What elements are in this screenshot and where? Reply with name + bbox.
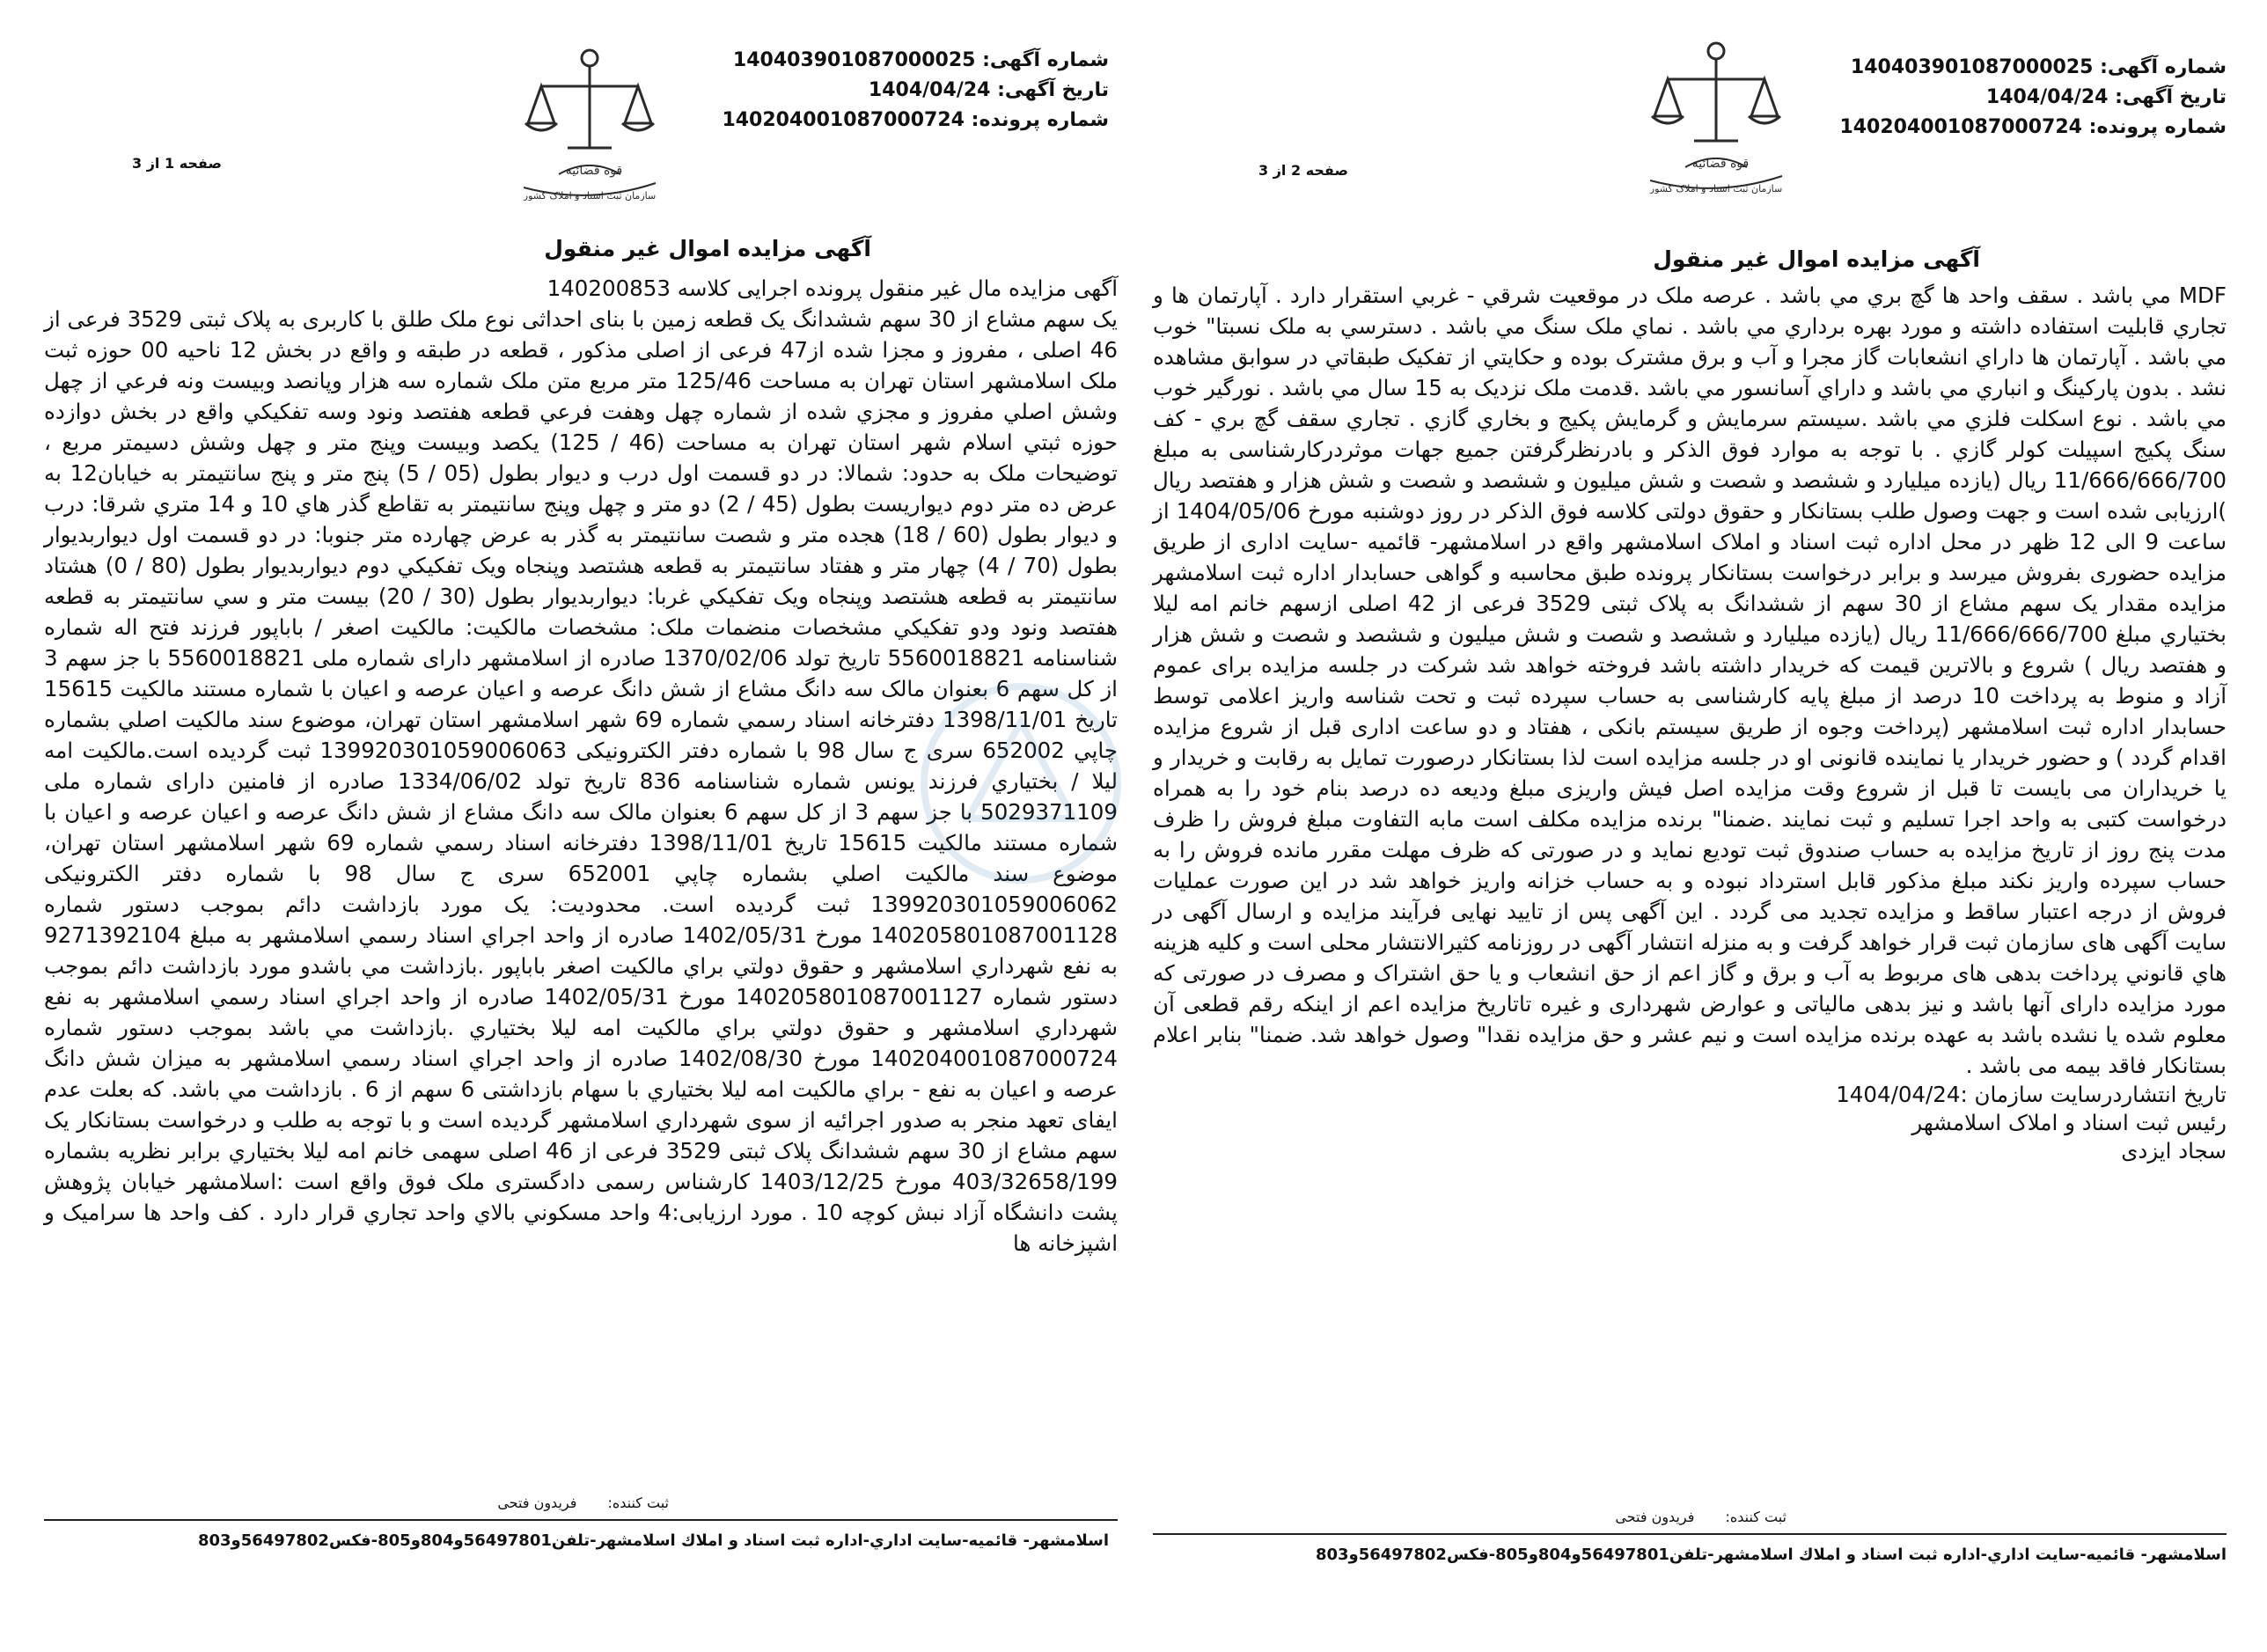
footer-divider: [44, 1519, 1118, 1521]
registrar-name: فریدون فتحی: [497, 1494, 577, 1511]
page-title: آگهی مزایده اموال غیر منقول: [544, 236, 871, 261]
registrar-name: فریدون فتحی: [1615, 1509, 1695, 1525]
footer-address: اسلامشهر- قائمیه-سایت اداري-اداره ثبت اسناد و املاك اسلامشهر-تلفن56497801و804و805-فکس56497802و803: [197, 1531, 1109, 1550]
ad-number-label: شماره آگهی:: [2100, 56, 2227, 78]
signoff: [1153, 1081, 2227, 1165]
registrar: [497, 1494, 669, 1511]
emblem-org-text: سازمان ثبت اسناد و املاک کشور: [1649, 183, 1783, 194]
judiciary-emblem-icon: [506, 42, 673, 201]
ad-date-label: تاریخ آگهی:: [997, 79, 1109, 101]
ad-meta: [1839, 53, 2227, 143]
ad-meta: [722, 46, 1109, 136]
watermark-logo-icon: [906, 669, 1135, 898]
footer-address: اسلامشهر- قائمیه-سایت اداري-اداره ثبت اسناد و املاك اسلامشهر-تلفن56497801و804و805-فکس56497802و803: [1315, 1546, 2227, 1564]
ad-date: 1404/04/24: [868, 79, 991, 101]
ad-date-label: تاریخ آگهی:: [2115, 86, 2227, 108]
case-number: 140204001087000724: [722, 109, 965, 131]
ad-heading-line: آگهی مزایده مال غیر منقول پرونده اجرایی کلاسه 140200853: [547, 275, 1118, 301]
registrar: [1615, 1509, 1786, 1525]
page-2: [1144, 0, 2244, 1652]
ad-number: 140403901087000025: [1850, 56, 2094, 78]
emblem-org-text: سازمان ثبت اسناد و املاک کشور: [523, 190, 657, 201]
case-number-label: شماره پرونده:: [971, 109, 1109, 131]
registrar-label: ثبت کننده:: [607, 1494, 669, 1511]
case-number: 140204001087000724: [1839, 116, 2082, 138]
publish-date-line: تاریخ انتشاردرسایت سازمان :1404/04/24: [1836, 1082, 2227, 1107]
ad-number: 140403901087000025: [732, 49, 976, 71]
signer-title: رئیس ثبت اسناد و املاک اسلامشهر: [1911, 1110, 2227, 1135]
ad-number-label: شماره آگهی:: [982, 49, 1109, 71]
ad-paragraph: یک سهم مشاع از 30 سهم ششدانگ یک قطعه زمین با بنای احداثی نوع ملک طلق با کاربری به پلاک ثبتی 3529 فرعی از 46 اصلی ، مفروز و مجزا شده از47 فرعی از اصلی مذکور ، قطعه در طبقه و واقع در بخش 12 ناحیه 00 حوزه ثبت ملک اسلامشهر استان تهران به مساحت 125/46 متر مربع متن ملک شماره سه هزار وپانصد وبیست ونه فرعي از چهل وشش اصلي مفروز و مجزي شده از شماره چهل وهفت فرعي قطعه هفتصد ونود وسه تفکیکي واقع در بخش دوازده حوزه ثبتي اسلام شهر استان تهران به مساحت (46 / 125) یکصد وبیست وپنج متر و چهل وشش دسیمتر مربع ، توضیحات ملک به حدود: شمالا: در دو قسمت اول درب و دیوار بطول (05 / 5) پنج متر و پنج سانتیمتر به خیابان12 به عرض ده متر دوم دیواریست بطول (45 / 2) دو متر و چهل وپنج سانتیمتر به تقاطع گذر هاي 10 و 14 متري شرقا: درب و دیوار بطول (60 / 18) هجده متر و شصت سانتیمتر به گذر به عرض چهارده متر جنوبا: در دو قسمت اول دیواربدیوار بطول (70 / 4) چهار متر و هفتاد سانتیمتر به قطعه هشتصد وپنجاه ویک تفکیکي دوم دیواربدیوار بطول (80 / 0) هشتاد سانتیمتر به قطعه هشتصد وپنجاه ویک تفکیکي غربا: دیواربدیوار بطول (30 / 20) بیست متر و سي سانتیمتر به قطعه هفتصد ونود ودو تفکیکي مشخصات منضمات ملک: مشخصات مالکیت: مالکیت اصغر / باباپور فرزند فتح اله شماره شناسنامه 5560018821 تاریخ تولد 1370/02/06 صادره از اسلامشهر دارای شماره ملی 5560018821 با جز سهم 3 از کل سهم 6 بعنوان مالک سه دانگ مشاع از شش دانگ عرصه و اعیان عرصه و اعیان با شماره مستند مالکیت 15615 تاریخ 1398/11/01 دفترخانه اسناد رسمي شماره 69 شهر اسلامشهر استان تهران، موضوع سند مالکیت اصلي بشماره چاپي 652002 سری ج سال 98 با شماره دفتر الکترونیکی 139920301059006063 ثبت گردیده است.مالکیت امه لیلا / بختیاري فرزند یونس شماره شناسنامه 836 تاریخ تولد 1334/06/02 صادره از فامنین دارای شماره ملی 5029371109 با جز سهم 3 از کل سهم 6 بعنوان مالک سه دانگ مشاع از شش دانگ عرصه و اعیان عرصه و اعیان با شماره مستند مالکیت 15615 تاریخ 1398/11/01 دفترخانه اسناد رسمي شماره 69 شهر اسلامشهر استان تهران، موضوع سند مالکیت اصلي بشماره چاپي 652001 سری ج سال 98 با شماره دفتر الکترونیکی 139920301059006062 ثبت گردیده است. محدودیت: یک مورد بازداشت دائم بموجب دستور شماره 140205801087001128 مورخ 1402/05/31 صادره از واحد اجراي اسناد رسمي اسلامشهر به مبلغ 9271392104 به نفع شهرداري اسلامشهر و حقوق دولتي براي مالکیت اصغر باباپور .بازداشت مي باشدو مورد بازداشت دائم بموجب دستور شماره 140205801087001127 مورخ 1402/05/31 صادره از واحد اجراي اسناد رسمي اسلامشهر به نفع شهرداري اسلامشهر و حقوق دولتي براي مالکیت امه لیلا بختیاري .بازداشت مي باشد بموجب دستور شماره 140204001087000724 مورخ 1402/08/30 صادره از واحد اجراي اسناد رسمي اسلامشهر به میزان شش دانگ عرصه و اعیان به نفع - براي مالکیت امه لیلا بختیاري با سهام بازداشتی 6 سهم از 6 . بازداشت مي باشد. که بعلت عدم ایفای تعهد منجر به صدور اجرائیه از سوی شهرداري اسلامشهر گردیده است و با توجه به طلب و درخواست بستانکار یک سهم مشاع از 30 سهم ششدانگ پلاک ثبتی 3529 فرعی از 46 اصلی سهمی خانم امه لیلا بختیاري برابر نظریه بشماره 403/32658/199 مورخ 1403/12/25 کارشناس رسمی دادگستری ملک فوق واقع است :اسلامشهر خیابان پژوهش پشت دانشگاه آزاد نبش کوچه 10 . مورد ارزیابی:4 واحد مسکوني بالاي واحد تجاري قرار دارد . کف واحد ها سرامیک و اشپزخانه ها: [44, 306, 1119, 1256]
emblem-judiciary-text: قوه قضائیه: [1691, 157, 1750, 171]
emblem-judiciary-text: قوه قضائیه: [565, 164, 623, 178]
judiciary-emblem-icon: [1632, 35, 1800, 194]
page-number: صفحه 1 از 3: [132, 155, 222, 172]
ad-body: [1153, 280, 2227, 1165]
footer-divider: [1153, 1533, 2227, 1535]
ad-paragraph: MDF مي باشد . سقف واحد ها گچ بري مي باشد . عرصه ملک در موقعیت شرقي - غربي استقرار دارد . آپارتمان ها و تجاري قابلیت استفاده داشته و مورد بهره برداري مي باشد . نماي ملک سنگ مي باشد . دسترسي به ملک نسبتا" خوب مي باشد . آپارتمان ها داراي انشعابات گاز مجرا و آب و برق مشترک بوده و حکایتي از تفکیک طبقاتي در سوابق مشاهده نشد . بدون پارکینگ و انباري مي باشد و داراي آسانسور مي باشد .قدمت ملک نزدیک به 15 سال مي باشد . نورگیر خوب مي باشد . نوع اسکلت فلزي مي باشد .سیستم سرمایش و گرمایش پکیج و بخاري گازي . تجاري سقف گچ بري - کف سنگ پکیج اسپیلت کولر گازي . با توجه به موارد فوق الذکر و بادرنظرگرفتن جمیع جهات موثردرکارشناسی به مبلغ 11/666/666/700 ریال (یازده میلیارد و ششصد و شصت و شش میلیون و ششصد و شصت و شش هزار و هفتصد ریال )ارزیابی شده است و جهت وصول طلب بستانکار و حقوق دولتی کلاسه فوق الذکر در روز دوشنبه مورخ 1404/05/06 از ساعت 9 الی 12 ظهر در محل اداره ثبت اسناد و املاک اسلامشهر واقع در اسلامشهر- قائمیه -سایت اداری از طریق مزایده حضوری بفروش میرسد و برابر درخواست بستانکار پرونده طبق محاسبه و گواهی حسابدار اداره ثبت اسلامشهر مزایده مقدار یک سهم مشاع از 30 سهم از ششدانگ به پلاک ثبتی 3529 فرعی از 42 اصلی ازسهم خانم امه لیلا بختیاري مبلغ 11/666/666/700 ریال (یازده میلیارد و ششصد و شصت و شش میلیون و ششصد و شصت و شش هزار و هفتصد ریال ) شروع و بالاترین قیمت که خریدار داشته باشد فروخته خواهد شد شرکت در جلسه مزایده برای عموم آزاد و منوط به پرداخت 10 درصد از مبلغ پایه کارشناسی به حساب سپرده ثبت و تحت شناسه واریز اعلامی توسط حسابدار اداره ثبت اسلامشهر (پرداخت وجوه از طریق سیستم بانکی ، هفتاد و دو ساعت اداری قبل از شروع مزایده اقدام گردد ) و حضور خریدار یا نماینده قانونی او در جلسه مزایده است لذا بستانکار درصورت تمایل به رقابت و خریدار و یا خریداران می بایست تا قبل از شروع وقت مزایده اصل فیش واریزی مبلغ ودیعه ده درصد بنام خود را به همراه درخواست کتبی به واحد اجرا تسلیم و ثبت نمایند .ضمنا" برنده مزایده مکلف است مابه التفاوت مبلغ فروش را ظرف مدت پنج روز از تاریخ مزایده به حساب صندوق ثبت تودیع نماید و در صورتی که ظرف مهلت مقرر مانده فروش را به حساب سپرده واریز نکند مبلغ مذکور قابل استرداد نبوده و به حساب خزانه واریز خواهد شد در این صورت عملیات فروش از درجه اعتبار ساقط و مزایده تجدید می گردد . این آگهی پس از تایید نهایی فرآیند مزایده و ارسال آگهی در سایت آگهی های سازمان ثبت قرار خواهد گرفت و به منزله انتشار آگهی در روزنامه کثیرالانتشار محلی است و کلیه هزینه هاي قانوني پرداخت بدهی های مربوط به آب و برق و گاز اعم از حق انشعاب و یا حق اشتراک و مصرف در صورتی که مورد مزایده دارای آنها باشد و نیز بدهی مالیاتی و عوارض شهرداری و غیره تاتاریخ مزایده اعم از اینکه رقم قطعی آن معلوم شده یا نشده باشد به عهده برنده مزایده است و نیم عشر و حق مزایده نقدا" وصول خواهد شد. ضمنا" بنابر اعلام بستانکار فاقد بیمه می باشد .: [1153, 283, 2227, 1078]
ad-date: 1404/04/24: [1985, 86, 2109, 108]
page-number: صفحه 2 از 3: [1258, 162, 1348, 179]
page-1: [26, 0, 1126, 1652]
case-number-label: شماره پرونده:: [2088, 116, 2227, 138]
page-title: آگهی مزایده اموال غیر منقول: [1653, 246, 1980, 272]
registrar-label: ثبت کننده:: [1725, 1509, 1786, 1525]
signer-name: سجاد ایزدی: [2121, 1138, 2227, 1164]
